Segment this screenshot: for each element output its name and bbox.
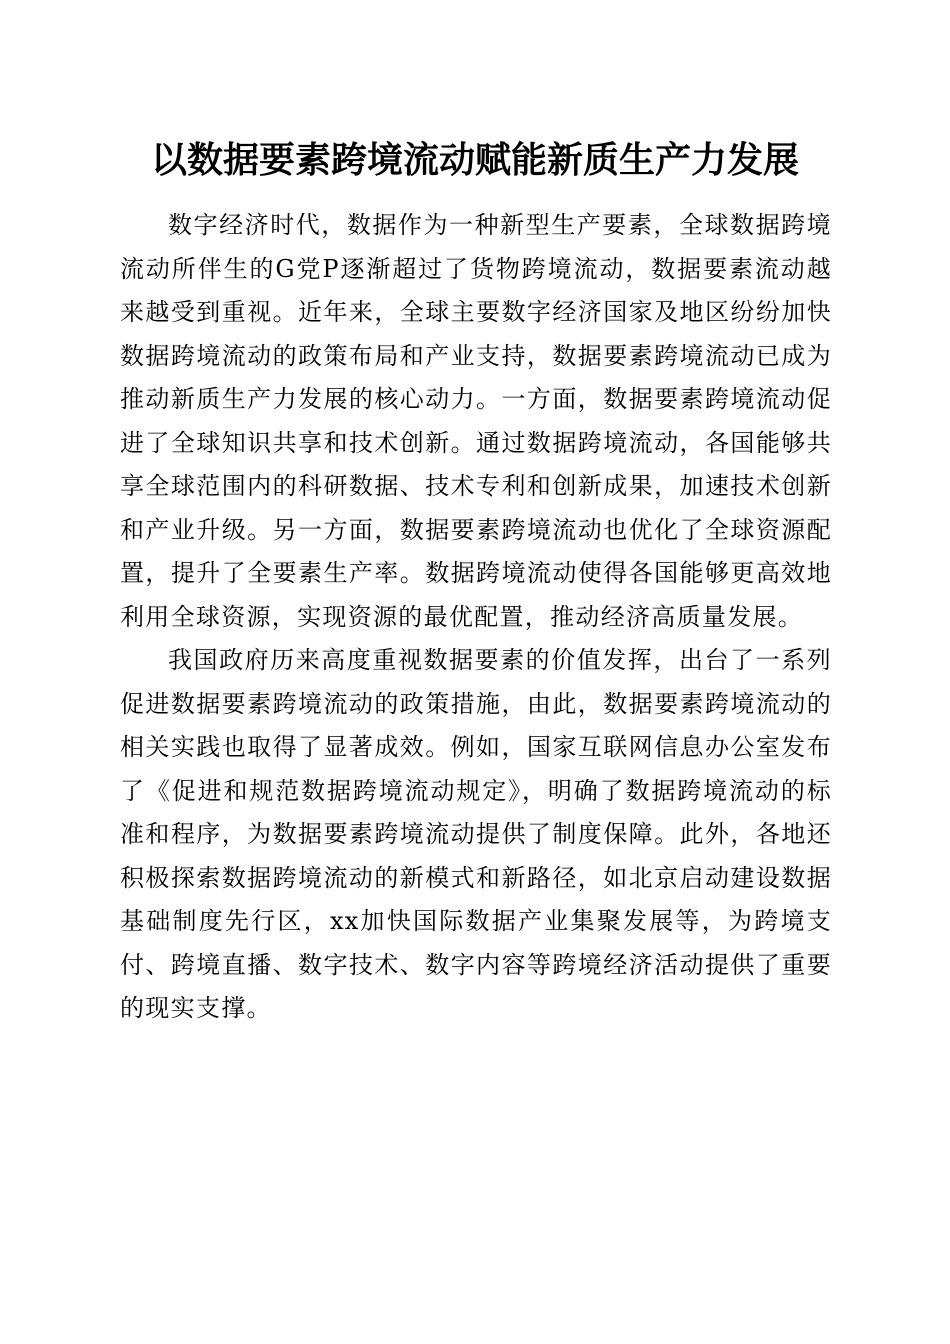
document-title: 以数据要素跨境流动赋能新质生产力发展 — [150, 139, 799, 181]
body-paragraph-2: 我国政府历来高度重视数据要素的价值发挥，出台了一系列促进数据要素跨境流动的政策措施，由此，数据要素跨境流动的相关实践也取得了显著成效。例如，国家互联网信息办公室发布了《促进和规范数据跨境流动规定》，明确了数据跨境流动的标准和程序，为数据要素跨境流动提供了制度保障。此外，各地还积极探索数据跨境流动的新模式和新路径，如北京启动建设数据基础制度先行区，xx加快国际数据产业集聚发展等，为跨境支付、跨境直播、数字技术、数字内容等跨境经济活动提供了重要的现实支撑。 — [120, 646, 832, 1022]
body-paragraph-1: 数字经济时代，数据作为一种新型生产要素，全球数据跨境流动所伴生的G党P逐渐超过了货物跨境流动，数据要素流动越来越受到重视。近年来，全球主要数字经济国家及地区纷纷加快数据跨境流动的政策布局和产业支持，数据要素跨境流动已成为推动新质生产力发展的核心动力。一方面，数据要素跨境流动促进了全球知识共享和技术创新。通过数据跨境流动，各国能够共享全球范围内的科研数据、技术专利和创新成果，加速技术创新和产业升级。另一方面，数据要素跨境流动也优化了全球资源配置，提升了全要素生产率。数据跨境流动使得各国能够更高效地利用全球资源，实现资源的最优配置，推动经济高质量发展。 — [120, 211, 832, 631]
document-body — [120, 204, 832, 1031]
